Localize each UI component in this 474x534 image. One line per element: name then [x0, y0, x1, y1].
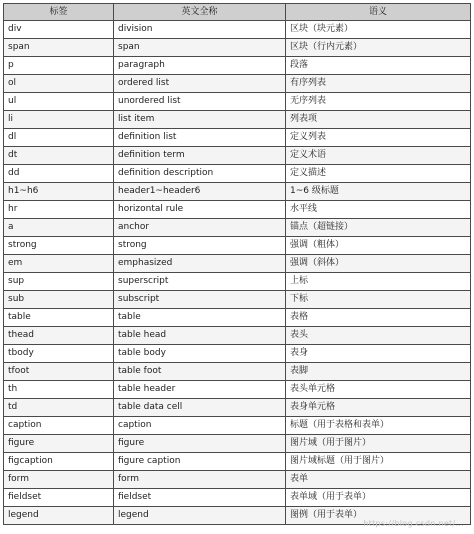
table-row — [4, 129, 471, 147]
html-tags-table — [3, 3, 471, 525]
cell-meaning: 图片域（用于图片） — [286, 435, 471, 453]
table-row — [4, 165, 471, 183]
table-row — [4, 345, 471, 363]
cell-meaning: 段落 — [286, 57, 471, 75]
cell-english-name: form — [114, 471, 286, 489]
cell-meaning: 上标 — [286, 273, 471, 291]
cell-meaning: 区块（行内元素） — [286, 39, 471, 57]
cell-tag: figcaption — [4, 453, 114, 471]
table-row — [4, 453, 471, 471]
cell-tag: th — [4, 381, 114, 399]
cell-meaning: 定义描述 — [286, 165, 471, 183]
cell-english-name: definition description — [114, 165, 286, 183]
cell-tag: caption — [4, 417, 114, 435]
cell-english-name: subscript — [114, 291, 286, 309]
cell-meaning: 区块（块元素） — [286, 21, 471, 39]
cell-meaning: 表单域（用于表单） — [286, 489, 471, 507]
header-row — [4, 4, 471, 21]
header-meaning: 语义 — [286, 4, 471, 21]
cell-english-name: header1~header6 — [114, 183, 286, 201]
cell-meaning: 图例（用于表单） — [286, 507, 471, 525]
cell-meaning: 图片域标题（用于图片） — [286, 453, 471, 471]
cell-meaning: 锚点（超链接） — [286, 219, 471, 237]
table-row — [4, 471, 471, 489]
cell-english-name: table foot — [114, 363, 286, 381]
cell-tag: legend — [4, 507, 114, 525]
cell-english-name: emphasized — [114, 255, 286, 273]
cell-english-name: table data cell — [114, 399, 286, 417]
table-row — [4, 201, 471, 219]
cell-english-name: definition list — [114, 129, 286, 147]
cell-meaning: 表身 — [286, 345, 471, 363]
cell-tag: hr — [4, 201, 114, 219]
cell-english-name: table head — [114, 327, 286, 345]
cell-english-name: figure — [114, 435, 286, 453]
cell-tag: div — [4, 21, 114, 39]
cell-tag: tfoot — [4, 363, 114, 381]
cell-english-name: paragraph — [114, 57, 286, 75]
watermark: https://blog.csdn.net/... — [363, 519, 464, 528]
table-body — [4, 21, 471, 525]
cell-meaning: 表头单元格 — [286, 381, 471, 399]
cell-english-name: strong — [114, 237, 286, 255]
cell-meaning: 表脚 — [286, 363, 471, 381]
table-row — [4, 327, 471, 345]
cell-tag: span — [4, 39, 114, 57]
cell-tag: ol — [4, 75, 114, 93]
cell-english-name: legend — [114, 507, 286, 525]
table-row — [4, 93, 471, 111]
table-row — [4, 237, 471, 255]
cell-meaning: 有序列表 — [286, 75, 471, 93]
cell-meaning: 标题（用于表格和表单） — [286, 417, 471, 435]
table-row — [4, 183, 471, 201]
cell-tag: table — [4, 309, 114, 327]
cell-meaning: 定义列表 — [286, 129, 471, 147]
table-row — [4, 39, 471, 57]
cell-english-name: anchor — [114, 219, 286, 237]
cell-meaning: 水平线 — [286, 201, 471, 219]
table-row — [4, 273, 471, 291]
cell-english-name: fieldset — [114, 489, 286, 507]
cell-meaning: 表格 — [286, 309, 471, 327]
table-row — [4, 381, 471, 399]
cell-english-name: horizontal rule — [114, 201, 286, 219]
cell-tag: td — [4, 399, 114, 417]
cell-english-name: division — [114, 21, 286, 39]
cell-tag: form — [4, 471, 114, 489]
table-row — [4, 417, 471, 435]
header-tag: 标签 — [4, 4, 114, 21]
cell-tag: h1~h6 — [4, 183, 114, 201]
cell-english-name: list item — [114, 111, 286, 129]
table-row — [4, 219, 471, 237]
cell-english-name: span — [114, 39, 286, 57]
cell-english-name: unordered list — [114, 93, 286, 111]
header-english-name: 英文全称 — [114, 4, 286, 21]
cell-english-name: superscript — [114, 273, 286, 291]
table-row — [4, 309, 471, 327]
cell-english-name: figure caption — [114, 453, 286, 471]
cell-tag: p — [4, 57, 114, 75]
cell-english-name: table — [114, 309, 286, 327]
cell-meaning: 强调（粗体） — [286, 237, 471, 255]
table-row — [4, 57, 471, 75]
cell-tag: li — [4, 111, 114, 129]
cell-tag: a — [4, 219, 114, 237]
table-row — [4, 111, 471, 129]
cell-tag: ul — [4, 93, 114, 111]
table-row — [4, 399, 471, 417]
cell-meaning: 无序列表 — [286, 93, 471, 111]
cell-meaning: 列表项 — [286, 111, 471, 129]
cell-meaning: 定义术语 — [286, 147, 471, 165]
cell-tag: sub — [4, 291, 114, 309]
cell-meaning: 下标 — [286, 291, 471, 309]
table-row — [4, 291, 471, 309]
cell-english-name: table body — [114, 345, 286, 363]
table-row — [4, 75, 471, 93]
cell-meaning: 表头 — [286, 327, 471, 345]
cell-english-name: caption — [114, 417, 286, 435]
cell-meaning: 表单 — [286, 471, 471, 489]
cell-tag: fieldset — [4, 489, 114, 507]
cell-tag: strong — [4, 237, 114, 255]
cell-meaning: 1~6 级标题 — [286, 183, 471, 201]
table-header — [4, 4, 471, 21]
table-row — [4, 21, 471, 39]
cell-tag: tbody — [4, 345, 114, 363]
cell-meaning: 表身单元格 — [286, 399, 471, 417]
cell-tag: sup — [4, 273, 114, 291]
cell-tag: thead — [4, 327, 114, 345]
table-row — [4, 255, 471, 273]
cell-english-name: ordered list — [114, 75, 286, 93]
cell-tag: dt — [4, 147, 114, 165]
cell-english-name: table header — [114, 381, 286, 399]
table-row — [4, 489, 471, 507]
cell-tag: dl — [4, 129, 114, 147]
table-row — [4, 147, 471, 165]
cell-tag: dd — [4, 165, 114, 183]
cell-meaning: 强调（斜体） — [286, 255, 471, 273]
cell-tag: em — [4, 255, 114, 273]
cell-tag: figure — [4, 435, 114, 453]
table-row — [4, 363, 471, 381]
cell-english-name: definition term — [114, 147, 286, 165]
table-row — [4, 435, 471, 453]
